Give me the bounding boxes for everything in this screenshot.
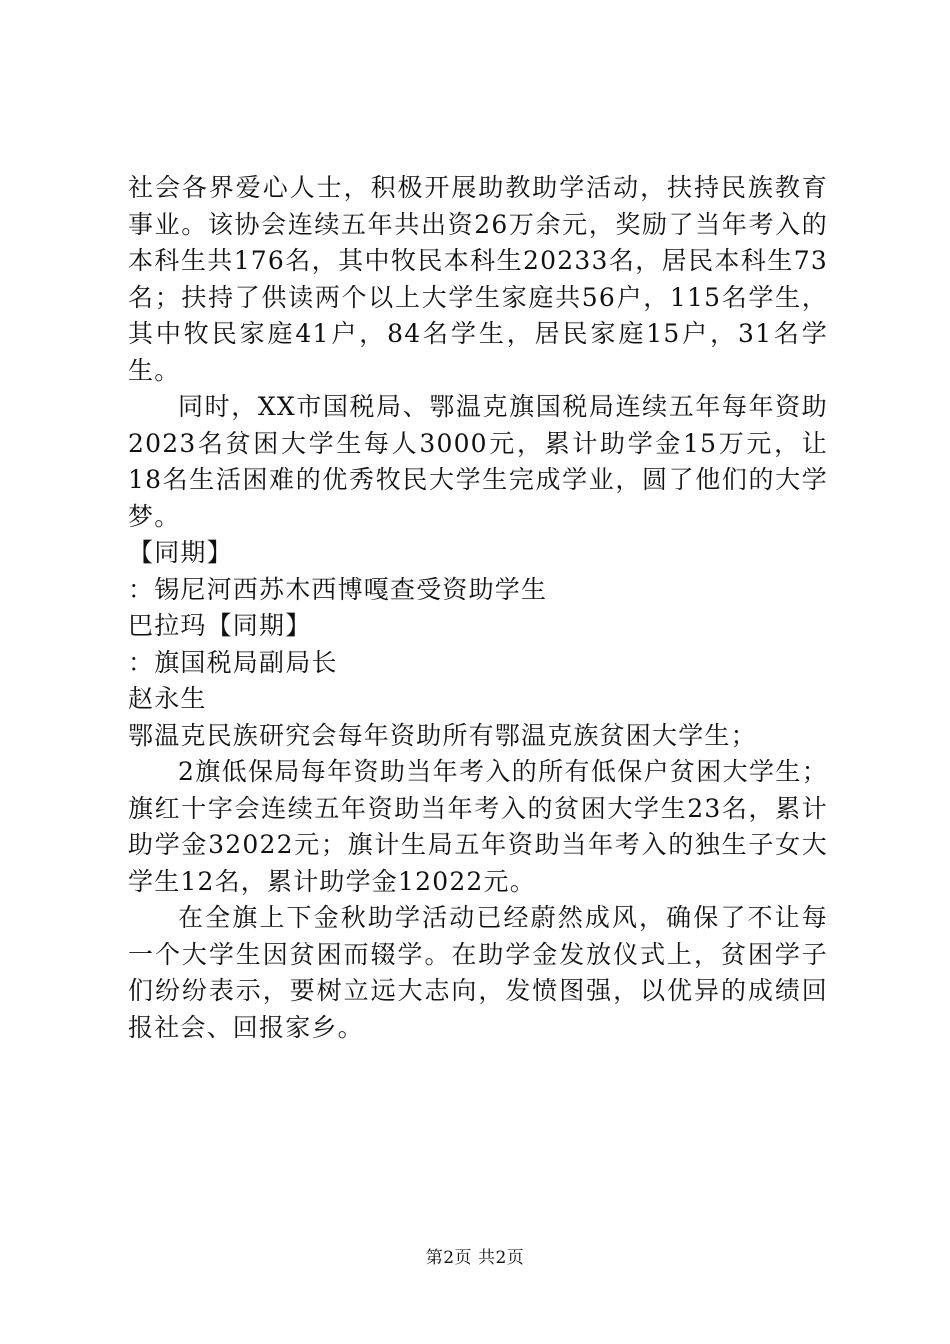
paragraph-same-period-1: 【同期】 [128,538,233,567]
document-body [128,170,828,1046]
paragraph-tax-bureau-funding: 同时，XX市国税局、鄂温克旗国税局连续五年每年资助2023名贫困大学生每人3000元，累计助学金15万元，让18名生活困难的优秀牧民大学生完成学业，圆了他们的大学梦。 [128,392,828,531]
paragraph-other-bureaus: 2旗低保局每年资助当年考入的所有低保户贫困大学生；旗红十字会连续五年资助当年考入的贫困大学生23名，累计助学金32022元；旗计生局五年资助当年考入的独生子女大学生12名，累计助学金12022元。 [128,757,828,896]
paragraph-official-caption: ：旗国税局副局长 [128,647,338,677]
paragraph-ethnic-research-society: 鄂温克民族研究会每年资助所有鄂温克族贫困大学生； [128,720,757,750]
paragraph-association-funding: 社会各界爱心人士，积极开展助教助学活动，扶持民族教育事业。该协会连续五年共出资26万余元，奖励了当年考入的本科生共176名，其中牧民本科生20233名，居民本科生73名；扶持了供读两个以上大学生家庭共56户，115名学生，其中牧民家庭41户，84名学生，居民家庭15户，31名学生。 [128,173,828,385]
page-footer: 第2页 共2页 [425,1248,525,1268]
paragraph-conclusion: 在全旗上下金秋助学活动已经蔚然成风，确保了不让每一个大学生因贫困而辍学。在助学金发放仪式上，贫困学子们纷纷表示，要树立远大志向，发愤图强，以优异的成绩回报社会、回报家乡。 [128,903,828,1042]
paragraph-student-caption: ：锡尼河西苏木西博嘎查受资助学生 [128,574,548,604]
paragraph-official-name: 赵永生 [128,684,207,713]
paragraph-same-period-2: 巴拉玛【同期】 [128,611,312,640]
